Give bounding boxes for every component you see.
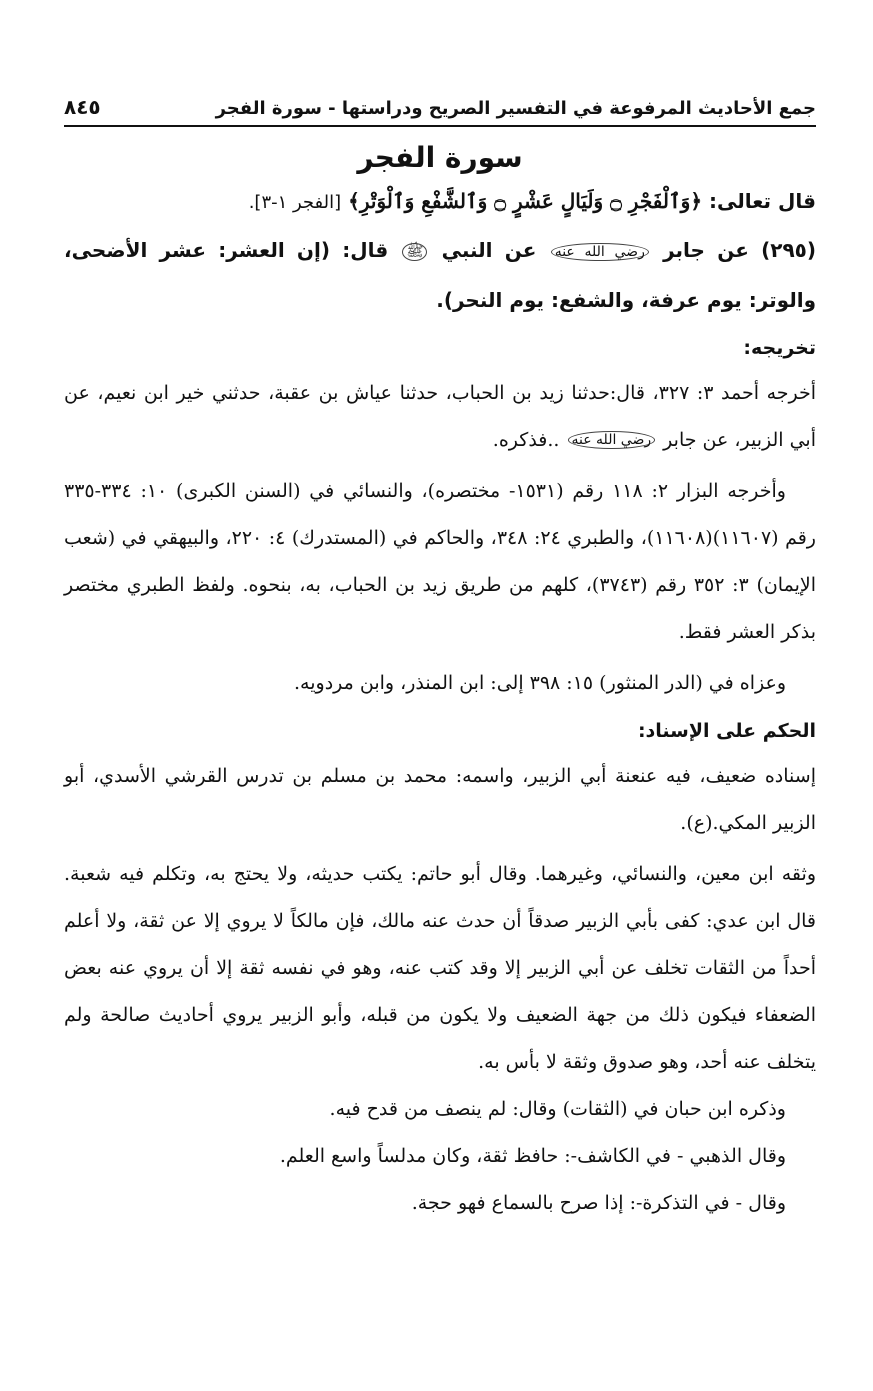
honorific-companion-icon: رضي الله عنه: [551, 243, 649, 261]
takhrij-paragraph-1: [64, 370, 816, 465]
surah-title: سورة الفجر: [357, 141, 523, 174]
verse-intro: قال تعالى:: [709, 189, 816, 213]
verse-text: ﴿وَٱلْفَجْرِ ۝ وَلَيَالٍ عَشْرٍ ۝ وَٱلشَّفْعِ وَٱلْوَتْرِ﴾: [348, 189, 703, 213]
hukm-paragraph-5: وقال - في التذكرة-: إذا صرح بالسماع فهو حجة.: [411, 1192, 786, 1214]
hadith-part-c: قال: (إن العشر: عشر الأضحى، والوتر: يوم عرفة، والشفع: يوم النحر).: [64, 238, 816, 312]
takhrij-paragraph-3: وعزاه في (الدر المنثور) ١٥: ٣٩٨ إلى: ابن المنذر، وابن مردويه.: [294, 672, 786, 694]
hadith-part-a: (٢٩٥) عن جابر: [663, 238, 817, 262]
takhrij-p1-text: أخرجه أحمد ٣: ٣٢٧، قال:حدثنا زيد بن الحباب، حدثنا عياش بن عقبة، حدثني خير ابن نعيم، عن أبي الزبير، عن جابر: [64, 381, 817, 451]
book-title: جمع الأحاديث المرفوعة في التفسير الصريح ودراستها - سورة الفجر: [215, 98, 816, 119]
hadith-part-b: عن النبي: [441, 238, 537, 262]
hukm-paragraph-1: إسناده ضعيف، فيه عنعنة أبي الزبير، واسمه: محمد بن مسلم بن تدرس القرشي الأسدي، أبو الزبير المكي.(ع).: [64, 765, 816, 834]
takhrij-p1-end: ..فذكره.: [492, 428, 560, 451]
hukm-paragraph-3: وذكره ابن حبان في (الثقات) وقال: لم ينصف من قدح فيه.: [329, 1098, 786, 1120]
document-page: [64, 95, 816, 1227]
honorific-prophet-icon: ﷺ: [402, 243, 427, 261]
takhrij-paragraph-2: وأخرجه البزار ٢: ١١٨ رقم (١٥٣١- مختصره)، والنسائي في (السنن الكبرى) ١٠: ٣٣٤-٣٣٥ رقم (١١٦٠٧)(١١٦٠٨)، والطبري ٢٤: ٣٤٨، والحاكم في (المستدرك) ٤: ٢٢٠، والبيهقي في (شعب الإيمان) ٣: ٣٥٢ رقم (٣٧٤٣)، كلهم من طريق زيد بن الحباب، به، بنحوه. ولفظ الطبري مختصر بذكر العشر فقط.: [64, 480, 816, 643]
takhrij-heading: تخريجه:: [743, 336, 816, 359]
running-header: [64, 95, 816, 127]
hadith-text: [64, 226, 816, 324]
verse-line: [64, 178, 816, 226]
hukm-paragraph-4: وقال الذهبي - في الكاشف-: حافظ ثقة، وكان مدلساً واسع العلم.: [279, 1145, 786, 1167]
verse-reference: [الفجر ١-٣].: [248, 192, 342, 213]
hukm-paragraph-2: وثقه ابن معين، والنسائي، وغيرهما. وقال أبو حاتم: يكتب حديثه، ولا يحتج به، وتكلم فيه شعبة. قال ابن عدي: كفى بأبي الزبير صدقاً أن حدث عنه مالك، فإن مالكاً لا يروي إلا عن ثقة، ولا أعلم أحداً من الثقات تخلف عن أبي الزبير إلا وقد كتب عنه، وهو في نفسه ثقة إلا أن يروي عنه بعض الضعفاء فيكون ذلك من جهة الضعيف ولا يكون من قبله، وأبو الزبير يروي أحاديث صالحة ولم يتخلف عنه أحد، وهو صدوق وثقة لا بأس به.: [64, 863, 817, 1073]
honorific-companion-icon: رضي الله عنه: [568, 431, 656, 449]
page-number: ٨٤٥: [64, 95, 101, 119]
hukm-heading: الحكم على الإسناد:: [637, 720, 816, 742]
